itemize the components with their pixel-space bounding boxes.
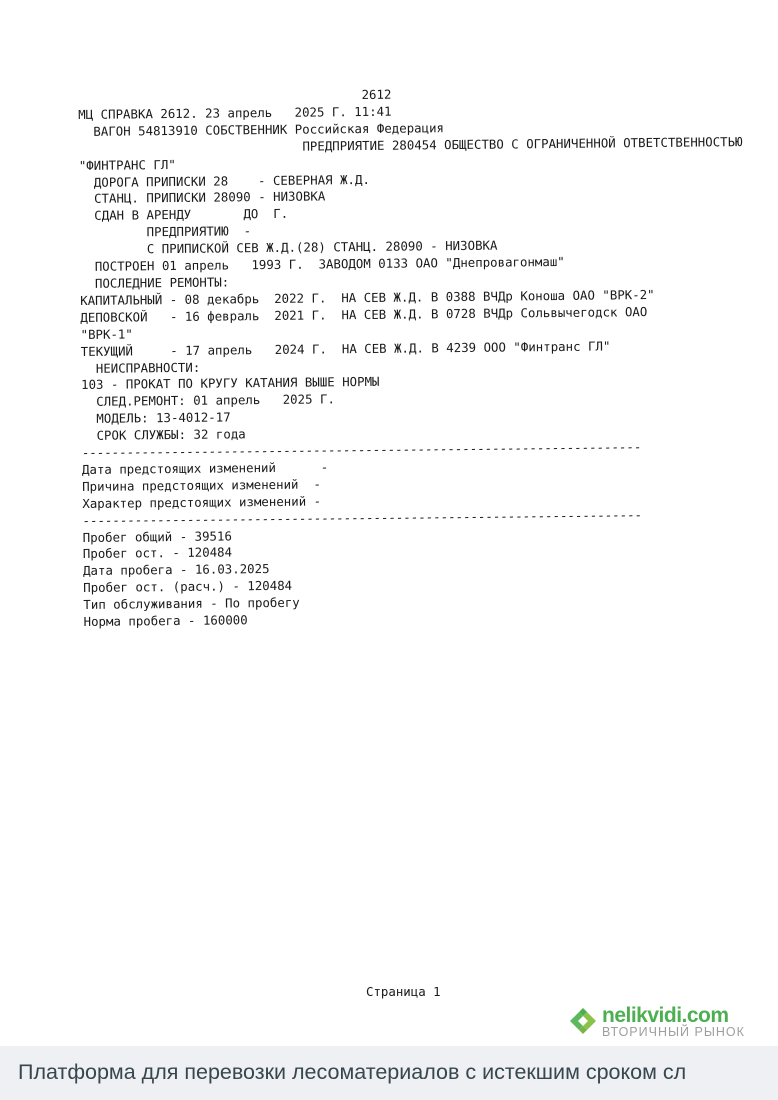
caption-text: Платформа для перевозки лесоматериалов с истекшим сроком сл [18,1060,687,1084]
enterprise-name-line: "ФИНТРАНС ГЛ" [78,156,176,173]
model-line: МОДЕЛЬ: 13-4012-17 [81,409,231,427]
watermark-logo [566,1004,766,1042]
mileage-remaining-line: Пробег ост. - 120484 [82,544,233,562]
faults-heading: НЕИСПРАВНОСТИ: [80,359,201,376]
built-line: ПОСТРОЕН 01 апрель 1993 Г. ЗАВОДОМ 0133 ОАО "Днепровагонмаш" [79,253,565,275]
lease-registry-line: С ПРИПИСКОЙ СЕВ Ж.Д.(28) СТАНЦ. 28090 - НИЗОВКА [79,237,498,258]
separator-line: --------------------------------------------------------------------------- [82,506,643,528]
repair-depot-line-cont: "ВРК-1" [80,326,133,342]
doc-number: 2612 [78,86,392,105]
lease-enterprise-line: ПРЕДПРИЯТИЮ - [79,223,252,241]
service-life-line: СРОК СЛУЖБЫ: 32 года [81,426,246,444]
upcoming-reason-line: Причина предстоящих изменений - [82,476,321,494]
registry-road-line: ДОРОГА ПРИПИСКИ 28 - СЕВЕРНАЯ Ж.Д. [78,171,370,190]
repairs-heading: ПОСЛЕДНИЕ РЕМОНТЫ: [79,274,230,291]
nelikvidi-logo-icon [566,1004,600,1038]
mileage-norm-line: Норма пробега - 160000 [83,612,248,630]
upcoming-date-line: Дата предстоящих изменений - [81,459,329,477]
registry-station-line: СТАНЦ. ПРИПИСКИ 28090 - НИЗОВКА [79,188,326,207]
service-type-line: Тип обслуживания - По пробегу [83,594,300,613]
doc-header-line: МЦ СПРАВКА 2612. 23 апрель 2025 Г. 11:41 [78,103,392,122]
repair-depot-line: ДЕПОВСКОЙ - 16 февраль 2021 Г. НА СЕВ Ж.Д. В 0728 ВЧДр Сольвычегодск ОАО [80,303,648,325]
upcoming-nature-line: Характер предстоящих изменений - [82,493,322,511]
repair-current-line: ТЕКУЩИЙ - 17 апрель 2024 Г. НА СЕВ Ж.Д. В 4239 ООО "Финтранс ГЛ" [80,338,611,359]
mileage-total-line: Пробег общий - 39516 [82,527,232,545]
page-number: Страница 1 [366,984,441,999]
document-body [78,84,743,631]
separator-line: --------------------------------------------------------------------------- [81,439,642,461]
caption-bar [0,1046,778,1100]
wagon-owner-line: ВАГОН 54813910 СОБСТВЕННИК Российская Федерация [78,119,445,139]
watermark-tagline: ВТОРИЧНЫЙ РЫНОК [602,1025,745,1039]
watermark-brand: nelikvidi.com [602,1004,729,1027]
mileage-remaining-calc-line: Пробег ост. (расч.) - 120484 [83,578,293,596]
mileage-date-line: Дата пробега - 16.03.2025 [82,561,270,579]
lease-line: СДАН В АРЕНДУ ДО Г. [79,206,289,224]
repair-capital-line: КАПИТАЛЬНЫЙ - 08 декабрь 2022 Г. НА СЕВ Ж.Д. В 0388 ВЧДр Коноша ОАО "ВРК-2" [80,286,655,308]
next-repair-line: СЛЕД.РЕМОНТ: 01 апрель 2025 Г. [81,391,335,410]
fault-line: 103 - ПРОКАТ ПО КРУГУ КАТАНИЯ ВЫШЕ НОРМЫ [81,374,380,393]
enterprise-line: ПРЕДПРИЯТИЕ 280454 ОБЩЕСТВО С ОГРАНИЧЕННОЙ ОТВЕТСТВЕННОСТЬЮ [78,133,743,156]
